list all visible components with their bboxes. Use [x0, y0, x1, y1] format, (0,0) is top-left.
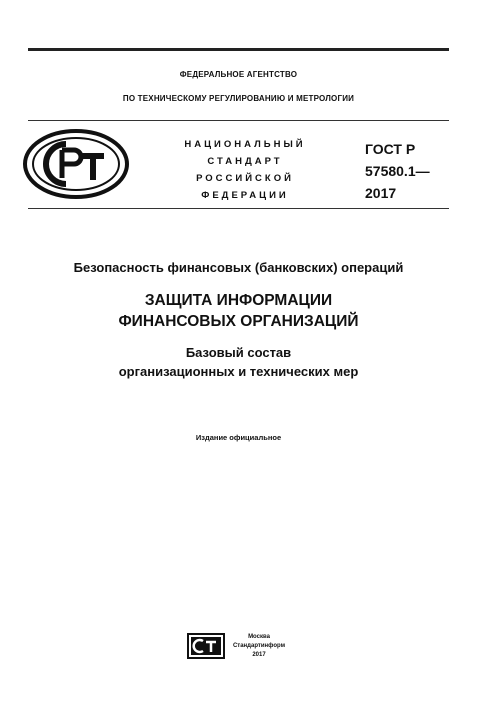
national-line: СТАНДАРТ	[207, 156, 283, 167]
standard-code-line: 2017	[365, 185, 397, 201]
divider-upper	[28, 120, 449, 121]
edition-label: Издание официальное	[195, 433, 282, 442]
national-line: РОССИЙСКОЙ	[196, 173, 294, 184]
publisher-city: Москва	[248, 634, 270, 640]
top-rule	[28, 48, 449, 51]
standard-code-line: 57580.1—	[365, 163, 430, 179]
national-line: НАЦИОНАЛЬНЫЙ	[184, 139, 306, 150]
standard-code-line: ГОСТ Р	[365, 141, 416, 157]
divider-lower	[28, 208, 449, 209]
publisher-block	[232, 633, 286, 660]
document-title	[0, 290, 477, 332]
national-standard-label	[160, 136, 330, 204]
national-line: ФЕДЕРАЦИИ	[201, 190, 289, 201]
standard-code	[365, 138, 430, 204]
document-title-line: ЗАЩИТА ИНФОРМАЦИИ	[144, 292, 333, 309]
document-title-line: ФИНАНСОВЫХ ОРГАНИЗАЦИЙ	[118, 313, 359, 330]
agency-subtitle: ПО ТЕХНИЧЕСКОМУ РЕГУЛИРОВАНИЮ И МЕТРОЛОГИИ	[122, 94, 355, 103]
publisher-year: 2017	[252, 652, 266, 658]
agency-name: ФЕДЕРАЛЬНОЕ АГЕНТСТВО	[179, 70, 298, 79]
document-subtitle-line: организационных и технических мер	[118, 364, 359, 379]
standartinform-logo-icon	[187, 633, 225, 659]
document-subtitle	[0, 343, 477, 381]
publisher-name: Стандартинформ	[232, 643, 286, 649]
document-subject: Безопасность финансовых (банковских) операций	[73, 260, 404, 275]
rst-certification-mark-icon	[22, 128, 130, 200]
document-subtitle-line: Базовый состав	[185, 345, 292, 360]
